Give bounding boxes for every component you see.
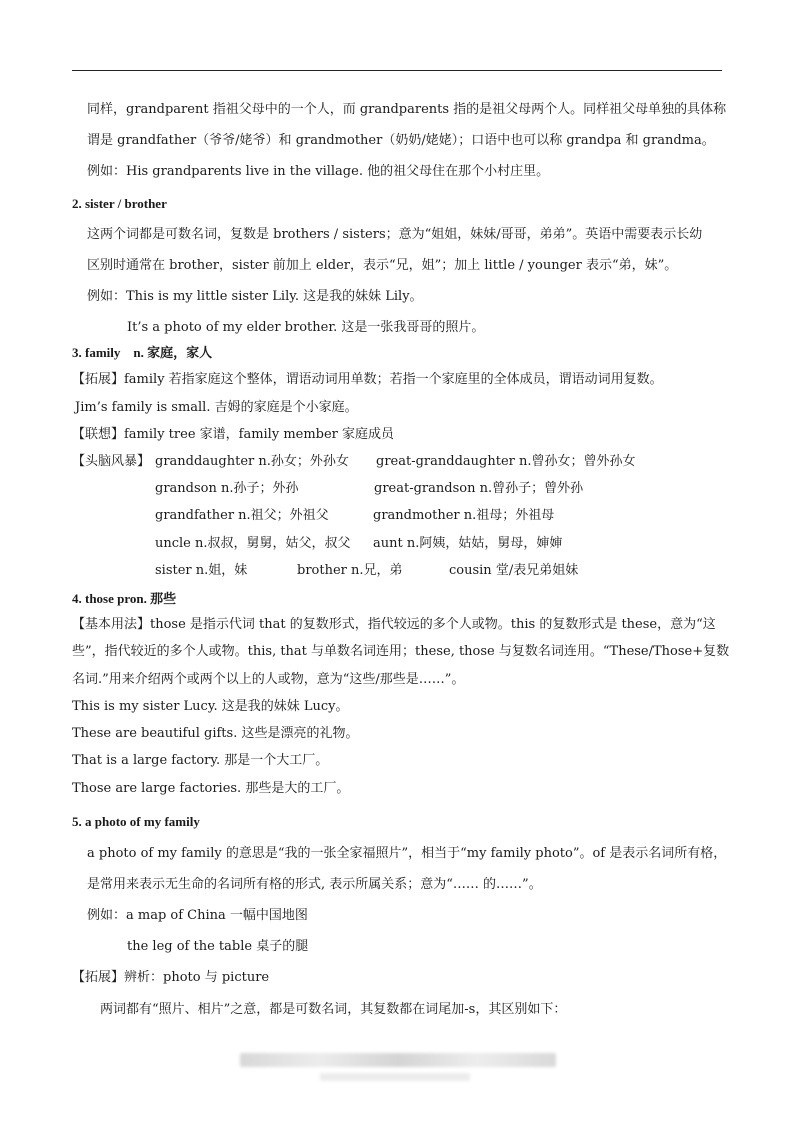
s4-line-1: 【基本用法】those 是指示代词 that 的复数形式，指代较远的多个人或物。this 的复数形式是 these，意为“这 — [72, 617, 716, 632]
brainstorm-item: grandson n.孙子；外孙 — [155, 481, 299, 496]
s4-example-3: That is a large factory. 那是一个大工厂。 — [72, 753, 329, 768]
s5-example-1: 例如：a map of China 一幅中国地图 — [87, 908, 308, 923]
section-4-heading: 4. those pron. 那些 — [72, 591, 177, 606]
s4-example-4: Those are large factories. 那些是大的工厂。 — [72, 781, 350, 796]
brainstorm-item: grandmother n.祖母；外祖母 — [373, 508, 555, 523]
s2-example-1: 例如：This is my little sister Lily. 这是我的妹妹 Lily。 — [87, 289, 423, 304]
brainstorm-item: sister n.姐，妹 — [155, 563, 248, 578]
s2-line-2: 区别时通常在 brother，sister 前加上 elder，表示“兄，姐”；加上 little / younger 表示“弟，妹”。 — [87, 258, 678, 273]
s4-example-1: This is my sister Lucy. 这是我的妹妹 Lucy。 — [72, 699, 349, 714]
brainstorm-label: 【头脑风暴】 — [72, 454, 151, 469]
s3-associate: 【联想】family tree 家谱，family member 家庭成员 — [72, 427, 395, 442]
s4-example-2: These are beautiful gifts. 这些是漂亮的礼物。 — [72, 726, 359, 741]
brainstorm-item: great-granddaughter n.曾孙女；曾外孙女 — [376, 454, 636, 469]
blurred-footer — [240, 1053, 556, 1067]
brainstorm-item: granddaughter n.孙女；外孙女 — [155, 454, 349, 469]
s2-line-1: 这两个词都是可数名词，复数是 brothers / sisters；意为“姐姐，妹妹/哥哥，弟弟”。英语中需要表示长幼 — [87, 227, 703, 242]
s4-line-2: 些”，指代较近的多个人或物。this, that 与单数名词连用；these, those 与复数名词连用。“These/Those+复数 — [72, 644, 730, 659]
section-3-heading: 3. family n. 家庭，家人 — [72, 345, 213, 360]
brainstorm-item: great-grandson n.曾孙子；曾外孙 — [374, 481, 584, 496]
s5-line-1: a photo of my family 的意思是“我的一张全家福照片”，相当于“my family photo”。of 是表示名词所有格， — [87, 846, 727, 861]
section-5-heading: 5. a photo of my family — [72, 814, 200, 829]
blurred-footer-sub — [320, 1073, 470, 1081]
brainstorm-item: brother n.兄，弟 — [297, 563, 403, 578]
header-rule — [72, 70, 722, 71]
s3-example: Jim’s family is small. 吉姆的家庭是个小家庭。 — [75, 400, 358, 415]
p1-example: 例如：His grandparents live in the village. 他的祖父母住在那个小村庄里。 — [87, 164, 550, 179]
brainstorm-item: grandfather n.祖父；外祖父 — [155, 508, 329, 523]
brainstorm-item: aunt n.阿姨，姑姑，舅母，婶婶 — [373, 536, 563, 551]
s5-expand: 【拓展】辨析：photo 与 picture — [72, 970, 270, 985]
s5-line-6: 两词都有“照片、相片”之意，都是可数名词，其复数都在词尾加-s，其区别如下： — [100, 1002, 567, 1017]
s3-expand: 【拓展】family 若指家庭这个整体，谓语动词用单数；若指一个家庭里的全体成员，谓语动词用复数。 — [72, 372, 663, 387]
s4-line-3: 名词.”用来介绍两个或两个以上的人或物，意为“这些/那些是……”。 — [72, 672, 465, 687]
brainstorm-item: cousin 堂/表兄弟姐妹 — [449, 563, 579, 578]
s5-example-2: the leg of the table 桌子的腿 — [127, 939, 309, 954]
s2-example-2: It’s a photo of my elder brother. 这是一张我哥哥的照片。 — [127, 320, 485, 335]
p1-line-2: 谓是 grandfather（爷爷/姥爷）和 grandmother（奶奶/姥姥）；口语中也可以称 grandpa 和 grandma。 — [87, 133, 715, 148]
p1-line-1: 同样，grandparent 指祖父母中的一个人，而 grandparents 指的是祖父母两个人。同样祖父母单独的具体称 — [87, 102, 727, 117]
section-2-heading: 2. sister / brother — [72, 196, 167, 211]
brainstorm-item: uncle n.叔叔，舅舅，姑父，叔父 — [155, 536, 351, 551]
s5-line-2: 是常用来表示无生命的名词所有格的形式, 表示所属关系；意为“…… 的……”。 — [87, 877, 542, 892]
